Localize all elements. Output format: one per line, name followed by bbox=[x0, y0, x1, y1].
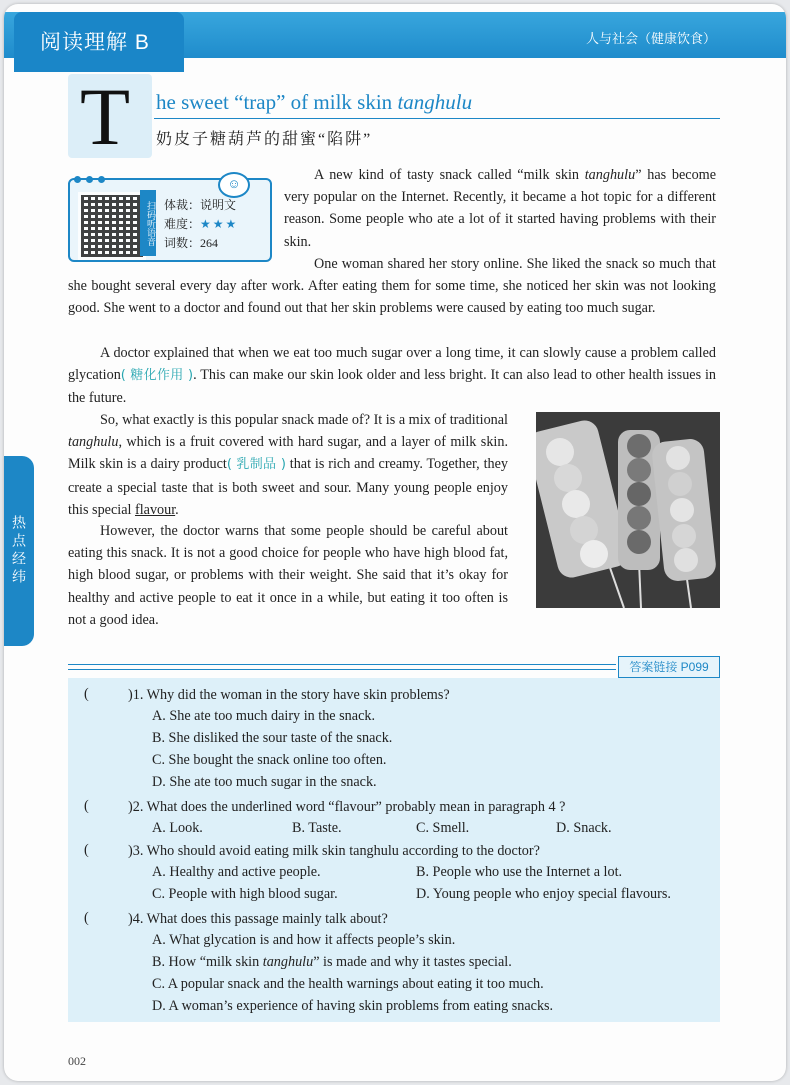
dot-icon bbox=[98, 176, 105, 183]
option[interactable]: D. Young people who enjoy special flavours. bbox=[416, 886, 671, 902]
option[interactable]: C. A popular snack and the health warnings about eating it too much. bbox=[152, 976, 544, 992]
paragraph-5 bbox=[68, 520, 508, 631]
option[interactable]: A. Look. bbox=[152, 820, 203, 836]
answer-blank[interactable]: ( bbox=[84, 842, 89, 858]
p4-text: So, what exactly is this popular snack made of? It is a mix of traditional bbox=[100, 412, 508, 428]
option-b-rest: ” is made and why it tastes special. bbox=[313, 954, 512, 970]
option[interactable]: C. She bought the snack online too often. bbox=[152, 752, 387, 768]
dot-icon bbox=[74, 176, 81, 183]
paragraph-2 bbox=[68, 253, 716, 320]
p1-italic: tanghulu bbox=[584, 167, 636, 183]
option[interactable]: C. People with high blood sugar. bbox=[152, 886, 338, 902]
info-lines bbox=[164, 196, 238, 253]
option-b-italic: tanghulu bbox=[262, 954, 314, 970]
question-stem: )2. What does the underlined word “flavour” probably mean in paragraph 4 ? bbox=[128, 799, 566, 815]
question-stem: )3. Who should avoid eating milk skin tanghulu according to the doctor? bbox=[128, 843, 540, 859]
question-stem: )1. Why did the woman in the story have skin problems? bbox=[128, 687, 450, 703]
difficulty-label: 难度： bbox=[164, 217, 201, 231]
p5-text: However, the doctor warns that some people should be careful about eating this snack. It is not a good choice for people who have high blood fat, high blood sugar, or problems with their weight. She said that it’s okay for healthy and active people to eat it once in a while, but eating it too often is not a good idea. bbox=[68, 523, 508, 628]
answer-divider bbox=[68, 664, 616, 670]
option[interactable]: A. Healthy and active people. bbox=[152, 864, 321, 880]
p4-text-end: . bbox=[175, 501, 179, 518]
difficulty bbox=[164, 215, 238, 234]
qr-label: 扫码听语音 bbox=[140, 190, 156, 256]
title-en-text: he sweet “trap” of milk skin bbox=[156, 90, 398, 114]
paragraph-3 bbox=[68, 342, 716, 410]
snack-photo bbox=[536, 412, 720, 608]
section-category: 人与社会（健康饮食） bbox=[585, 31, 716, 46]
option[interactable]: C. Smell. bbox=[416, 820, 470, 836]
option[interactable] bbox=[152, 954, 512, 971]
option[interactable]: B. She disliked the sour taste of the snack. bbox=[152, 730, 393, 746]
drop-cap: T bbox=[80, 71, 131, 162]
qr-code-icon[interactable] bbox=[78, 192, 146, 260]
title-en-italic: tanghulu bbox=[397, 90, 473, 114]
section-title: 阅读理解 B bbox=[40, 31, 150, 54]
p4-text-mid: , which is a fruit covered with hard sugar, and a layer of milk skin. Milk skin is a dairy product bbox=[68, 434, 508, 473]
textbook-page bbox=[4, 4, 786, 1081]
option[interactable]: D. A woman’s experience of having skin problems from eating snacks. bbox=[152, 998, 554, 1014]
option[interactable]: A. She ate too much dairy in the snack. bbox=[152, 708, 376, 724]
dot-icon bbox=[86, 176, 93, 183]
article-title-en bbox=[156, 90, 472, 115]
gloss-dairy: ( 乳制品 ) bbox=[226, 457, 286, 473]
genre: 体裁：说明文 bbox=[164, 198, 237, 212]
answer-blank[interactable]: ( bbox=[84, 798, 89, 814]
title-divider bbox=[154, 118, 720, 119]
gloss-glycation: ( 糖化作用 ) bbox=[120, 368, 194, 384]
star-rating-icon: ★★★ bbox=[200, 217, 239, 231]
option[interactable]: B. People who use the Internet a lot. bbox=[416, 864, 623, 880]
option-b-text: B. How “milk skin bbox=[152, 954, 263, 970]
p3-text-end: . This can make our skin look older and less bright. It can also lead to other health issues in the future. bbox=[68, 367, 716, 407]
answer-link[interactable]: 答案链接 P099 bbox=[618, 656, 720, 678]
article-title-zh: 奶皮子糖葫芦的甜蜜“陷阱” bbox=[156, 131, 373, 148]
p1-text-end: ” has become very popular on the Internet. Recently, it became a hot topic for a different reason. Some people who ate a lot of it started having problems with their skin. bbox=[284, 167, 716, 250]
p4-text-mid2: that is rich and creamy. Together, they create a special taste that is both sweet and sour. Many young people enjoy this special bbox=[68, 456, 508, 518]
page-number: 002 bbox=[68, 1054, 86, 1068]
question-stem: )4. What does this passage mainly talk about? bbox=[128, 911, 388, 927]
option[interactable]: A. What glycation is and how it affects people’s skin. bbox=[152, 932, 456, 948]
p3-text: A doctor explained that when we eat too much sugar over a long time, it can slowly cause a problem called glycation bbox=[68, 345, 716, 384]
smiley-icon: ☺ bbox=[218, 172, 250, 198]
p2-text: One woman shared her story online. She liked the snack so much that she bought several every day after work. After eating them for some time, she noticed her skin was not looking good. She went to a doctor and found out that her skin problems were caused by eating too much sugar. bbox=[68, 256, 716, 317]
paragraph-1 bbox=[284, 164, 716, 253]
underlined-word: flavour bbox=[134, 501, 176, 518]
answer-blank[interactable]: ( bbox=[84, 910, 89, 926]
option[interactable]: D. She ate too much sugar in the snack. bbox=[152, 774, 377, 790]
option[interactable]: B. Taste. bbox=[292, 820, 342, 836]
word-count: 词数：264 bbox=[164, 236, 219, 250]
option[interactable]: D. Snack. bbox=[556, 820, 612, 836]
paragraph-4 bbox=[68, 409, 508, 521]
answer-blank[interactable]: ( bbox=[84, 686, 89, 702]
tanghulu-photo-icon bbox=[536, 412, 720, 608]
info-card bbox=[68, 172, 274, 258]
p4-italic: tanghulu bbox=[68, 434, 119, 451]
p1-text: A new kind of tasty snack called “milk skin bbox=[314, 167, 585, 183]
sidebar-tab: 热点经纬 bbox=[4, 456, 34, 646]
